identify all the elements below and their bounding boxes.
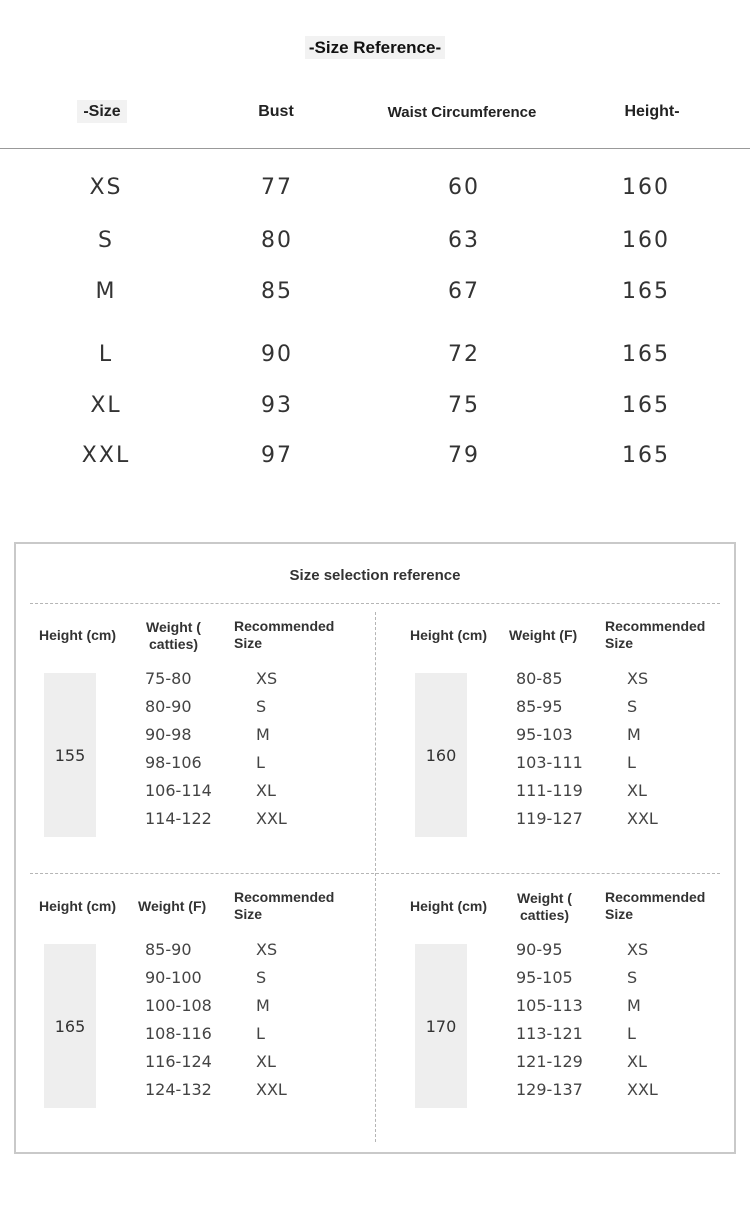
height-header: Height (cm) — [410, 627, 487, 643]
size-cell: L — [98, 342, 114, 367]
header-size — [60, 103, 144, 121]
recommended-size: XS — [256, 669, 278, 688]
recommended-size: L — [256, 1024, 265, 1043]
recommended-size: XL — [256, 1052, 276, 1071]
height-cell: 165 — [622, 443, 670, 468]
height-cell: 165 — [622, 393, 670, 418]
size-cell: M — [95, 279, 117, 304]
height-value: 170 — [415, 944, 467, 1108]
weight-range: 103-111 — [516, 753, 583, 772]
height-header: Height (cm) — [39, 898, 116, 914]
weight-range: 105-113 — [516, 996, 583, 1015]
recommended-size: S — [627, 968, 638, 987]
weight-range: 95-105 — [516, 968, 573, 987]
size-cell: XS — [89, 175, 123, 200]
weight-range: 90-100 — [145, 968, 202, 987]
weight-range: 80-90 — [145, 697, 192, 716]
header-size-text: -Size — [77, 100, 126, 123]
table-row — [0, 175, 750, 205]
weight-header: Weight (F) — [509, 627, 578, 643]
recommended-header: Recommended — [234, 889, 335, 905]
weight-range: 114-122 — [145, 809, 212, 828]
weight-range: 108-116 — [145, 1024, 212, 1043]
height-value: 160 — [415, 673, 467, 837]
weight-header-line2: catties) — [149, 636, 199, 652]
waist-cell: 72 — [448, 342, 480, 367]
waist-cell: 75 — [448, 393, 480, 418]
size-selection-title: Size selection reference — [289, 567, 461, 584]
recommended-header: Recommended — [234, 618, 335, 634]
bust-cell: 80 — [261, 228, 293, 253]
size-cell: XXL — [81, 443, 131, 468]
weight-header: Weight (F) — [138, 898, 207, 914]
height-header: Height (cm) — [39, 627, 116, 643]
recommended-size: XS — [627, 940, 649, 959]
table-row — [0, 443, 750, 473]
table-row — [0, 228, 750, 258]
divider-top — [30, 603, 720, 604]
recommended-size: XL — [256, 781, 276, 800]
weight-range: 121-129 — [516, 1052, 583, 1071]
recommended-header-line2: Size — [605, 635, 634, 651]
recommended-header-line2: Size — [234, 906, 263, 922]
height-cell: 160 — [622, 228, 670, 253]
weight-range: 90-95 — [516, 940, 563, 959]
weight-range: 116-124 — [145, 1052, 212, 1071]
height-header: Height (cm) — [410, 898, 487, 914]
recommended-header: Recommended — [605, 618, 706, 634]
size-reference-title — [0, 38, 750, 58]
recommended-size: M — [627, 725, 641, 744]
weight-header: Weight ( — [146, 619, 201, 635]
bust-cell: 97 — [261, 443, 293, 468]
size-cell: XL — [90, 393, 122, 418]
divider-vertical — [375, 612, 376, 1142]
recommended-size: XXL — [627, 1080, 658, 1099]
weight-header-line2: catties) — [520, 907, 570, 923]
height-cell: 160 — [622, 175, 670, 200]
weight-header: Weight ( — [517, 890, 572, 906]
table-row — [0, 393, 750, 423]
weight-range: 80-85 — [516, 669, 563, 688]
recommended-header-line2: Size — [605, 906, 634, 922]
bust-cell: 93 — [261, 393, 293, 418]
recommended-size: XL — [627, 1052, 647, 1071]
weight-range: 100-108 — [145, 996, 212, 1015]
height-cell: 165 — [622, 342, 670, 367]
recommended-size: M — [256, 725, 270, 744]
recommended-size: XXL — [256, 809, 287, 828]
recommended-header-line2: Size — [234, 635, 263, 651]
table-row — [0, 342, 750, 372]
header-bust: Bust — [258, 103, 294, 120]
recommended-size: L — [627, 1024, 636, 1043]
weight-range: 95-103 — [516, 725, 573, 744]
weight-range: 129-137 — [516, 1080, 583, 1099]
header-height: Height- — [624, 103, 680, 120]
recommended-size: S — [256, 968, 267, 987]
weight-range: 90-98 — [145, 725, 192, 744]
waist-cell: 60 — [448, 175, 480, 200]
bust-cell: 77 — [261, 175, 293, 200]
table-row — [0, 279, 750, 309]
weight-range: 98-106 — [145, 753, 202, 772]
recommended-size: M — [256, 996, 270, 1015]
recommended-size: S — [627, 697, 638, 716]
recommended-header: Recommended — [605, 889, 706, 905]
size-cell: S — [98, 228, 114, 253]
recommended-size: XS — [627, 669, 649, 688]
size-reference-title-text: -Size Reference- — [305, 36, 445, 59]
weight-range: 106-114 — [145, 781, 212, 800]
recommended-size: L — [256, 753, 265, 772]
weight-range: 111-119 — [516, 781, 583, 800]
recommended-size: XL — [627, 781, 647, 800]
height-value: 165 — [44, 944, 96, 1108]
header-waist: Waist Circumference — [387, 104, 537, 121]
recommended-size: L — [627, 753, 636, 772]
weight-range: 119-127 — [516, 809, 583, 828]
recommended-size: XS — [256, 940, 278, 959]
weight-range: 85-95 — [516, 697, 563, 716]
weight-range: 75-80 — [145, 669, 192, 688]
recommended-size: M — [627, 996, 641, 1015]
height-value: 155 — [44, 673, 96, 837]
recommended-size: XXL — [627, 809, 658, 828]
recommended-size: S — [256, 697, 267, 716]
header-divider — [0, 148, 750, 149]
waist-cell: 79 — [448, 443, 480, 468]
weight-range: 85-90 — [145, 940, 192, 959]
weight-range: 124-132 — [145, 1080, 212, 1099]
bust-cell: 90 — [261, 342, 293, 367]
waist-cell: 63 — [448, 228, 480, 253]
recommended-size: XXL — [256, 1080, 287, 1099]
waist-cell: 67 — [448, 279, 480, 304]
bust-cell: 85 — [261, 279, 293, 304]
height-cell: 165 — [622, 279, 670, 304]
weight-range: 113-121 — [516, 1024, 583, 1043]
